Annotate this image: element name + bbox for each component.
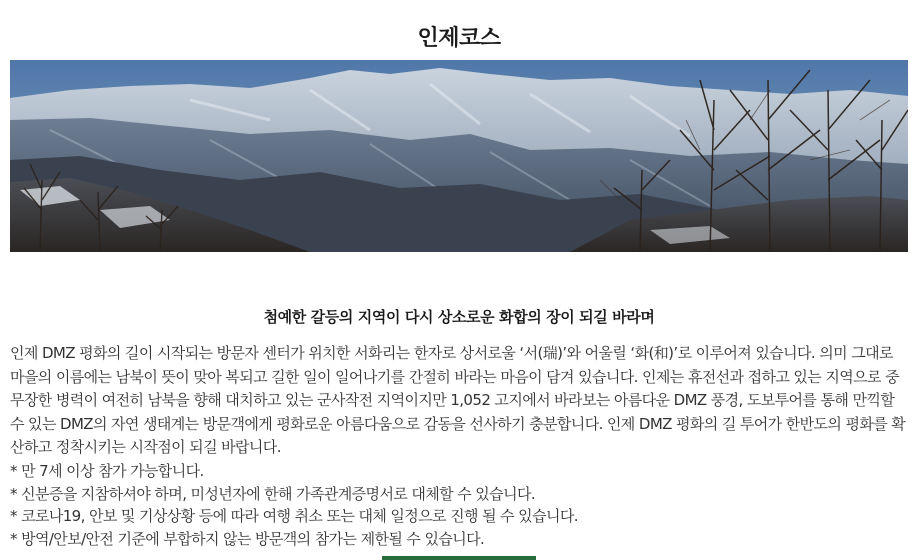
note-item: * 만 7세 이상 참가 가능합니다. [10, 462, 204, 480]
hero-image [10, 60, 908, 252]
note-item: * 신분증을 지참하셔야 하며, 미성년자에 한해 가족관계증명서로 대체할 수 있습니다. [10, 484, 536, 503]
course-description: 인제 DMZ 평화의 길이 시작되는 방문자 센터가 위치한 서화리는 한자로 상서로울 ‘서(瑞)’와 어울릴 ‘화(和)’로 이루어져 있습니다. 의미 그대로 마을의 이름에는 남북이 뜻이 맞아 복되고 길한 일이 일어나기를 간절히 바라는 마음이 담겨 있습니다. 인제는 휴전선과 접하고 있는 지역으로 중무장한 병력이 여전히 남북을 향해 대치하고 있는 군사작전 지역이지만 1,052 고지에서 바라보는 아름다운 DMZ 풍경, 도보투어를 통해 만끽할 수 있는 DMZ의 자연 생태계는 방문객에게 평화로운 아름다움으로 감동을 선사하기 충분합니다. 인제 DMZ 평화의 길 투어가 한반도의 평화를 확산하고 정착시키는 시작점이 되길 바랍니다. [10, 344, 906, 456]
notes-list [10, 460, 908, 550]
note-item: * 코로나19, 안보 및 기상상황 등에 따라 여행 취소 또는 대체 일정으로 진행 될 수 있습니다. [10, 507, 578, 525]
snowy-mountain-panorama [10, 60, 908, 252]
page-title: 인제코스 [417, 25, 501, 51]
section-subtitle: 첨예한 갈등의 지역이 다시 상소로운 화합의 장이 되길 바라며 [263, 308, 655, 327]
note-item: * 방역/안보/안전 기준에 부합하지 않는 방문객의 참가는 제한될 수 있습니다. [10, 529, 485, 548]
bottom-accent-bar [382, 556, 536, 560]
